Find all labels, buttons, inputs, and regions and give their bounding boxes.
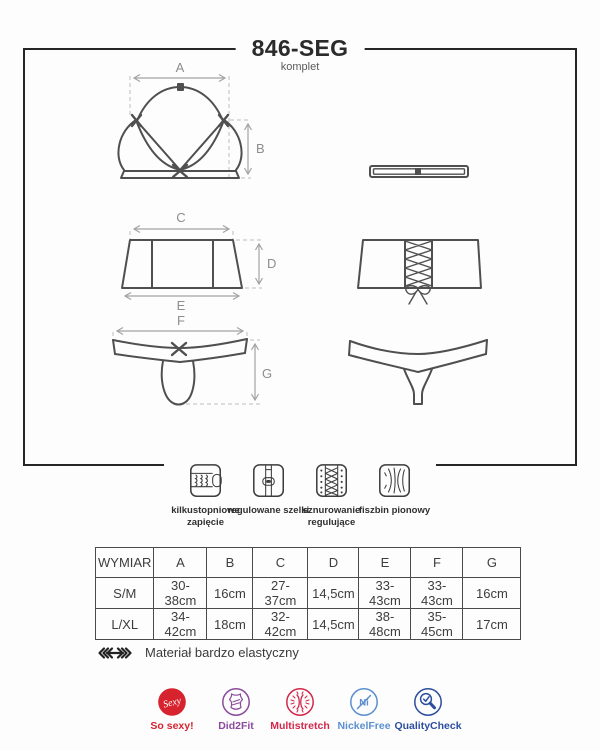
nickelfree-badge-icon	[349, 687, 379, 717]
dim-label-E: E	[176, 298, 186, 313]
table-cell: 38-48cm	[359, 609, 411, 640]
stretch-icon	[96, 646, 136, 660]
table-cell: 33-43cm	[411, 578, 463, 609]
svg-text:Ni: Ni	[359, 697, 369, 709]
feature-hook-closure	[171, 462, 240, 530]
table-cell: 16cm	[463, 578, 521, 609]
badge-nickelfree	[332, 687, 396, 732]
page-title-block	[236, 36, 365, 73]
table-header-cell: E	[359, 548, 411, 578]
table-header-cell: A	[154, 548, 207, 578]
adjustable-straps-icon	[251, 462, 287, 500]
did2fit-badge-icon	[221, 687, 251, 717]
table-header-cell: G	[463, 548, 521, 578]
svg-text:Sexy: Sexy	[162, 695, 183, 711]
dim-label-G: G	[262, 366, 273, 381]
badge-label: Did2Fit	[218, 720, 254, 732]
sexy-badge-icon	[157, 687, 187, 717]
multistretch-badge-icon	[285, 687, 315, 717]
dim-label-F: F	[177, 313, 185, 328]
material-note-text: Materiał bardzo elastyczny	[145, 645, 299, 660]
skirt-front-drawing	[122, 210, 276, 313]
page-subtitle: komplet	[280, 61, 320, 74]
table-cell: 35-45cm	[411, 609, 463, 640]
dim-label-C: C	[176, 210, 186, 225]
lacing-icon	[314, 462, 350, 500]
dim-label-A: A	[175, 60, 185, 75]
table-cell: 33-43cm	[359, 578, 411, 609]
badge-multistretch	[268, 687, 332, 732]
table-cell: 18cm	[207, 609, 253, 640]
panties-back-drawing	[349, 340, 487, 404]
table-cell: L/XL	[96, 609, 154, 640]
feature-label: regulowane szelki	[227, 505, 310, 516]
feature-label: sznurowanie regulujące	[302, 505, 361, 529]
badge-label: Multistretch	[270, 720, 330, 732]
badge-qualitycheck	[396, 687, 460, 732]
badge-label: So sexy!	[150, 720, 194, 732]
hook-closure-icon	[188, 462, 224, 500]
feature-label: kilkustopniowe zapięcie	[171, 505, 240, 529]
feature-lacing	[300, 462, 363, 530]
page-title: 846-SEG	[251, 35, 349, 61]
bra-front-drawing	[118, 60, 264, 179]
table-cell: 30-38cm	[154, 578, 207, 609]
bra-back-drawing	[370, 166, 468, 177]
table-cell: S/M	[96, 578, 154, 609]
table-header-row	[96, 548, 521, 578]
feature-vertical-boning	[358, 462, 431, 530]
table-header-cell: WYMIAR	[96, 548, 154, 578]
table-cell: 34-42cm	[154, 609, 207, 640]
table-cell: 14,5cm	[308, 578, 359, 609]
dim-label-D: D	[267, 256, 277, 271]
table-header-cell: B	[207, 548, 253, 578]
size-table	[95, 547, 521, 640]
badge-label: NickelFree	[337, 720, 391, 732]
table-cell: 16cm	[207, 578, 253, 609]
dim-label-B: B	[256, 141, 265, 156]
panties-front-drawing	[113, 313, 272, 405]
table-cell: 17cm	[463, 609, 521, 640]
table-header-cell: F	[411, 548, 463, 578]
table-header-cell: C	[253, 548, 308, 578]
table-row	[96, 609, 521, 640]
feature-row	[164, 452, 436, 530]
badge-so-sexy	[140, 687, 204, 732]
skirt-back-drawing	[358, 240, 481, 304]
certification-badges	[140, 687, 460, 732]
table-row	[96, 578, 521, 609]
table-header-cell: D	[308, 548, 359, 578]
badge-label: QualityCheck	[394, 720, 462, 732]
table-cell: 32-42cm	[253, 609, 308, 640]
table-cell: 27-37cm	[253, 578, 308, 609]
badge-did2fit	[204, 687, 268, 732]
qualitycheck-badge-icon	[413, 687, 443, 717]
material-note	[96, 645, 299, 660]
table-cell: 14,5cm	[308, 609, 359, 640]
vertical-boning-icon	[377, 462, 413, 500]
feature-label: fiszbin pionowy	[358, 505, 431, 516]
